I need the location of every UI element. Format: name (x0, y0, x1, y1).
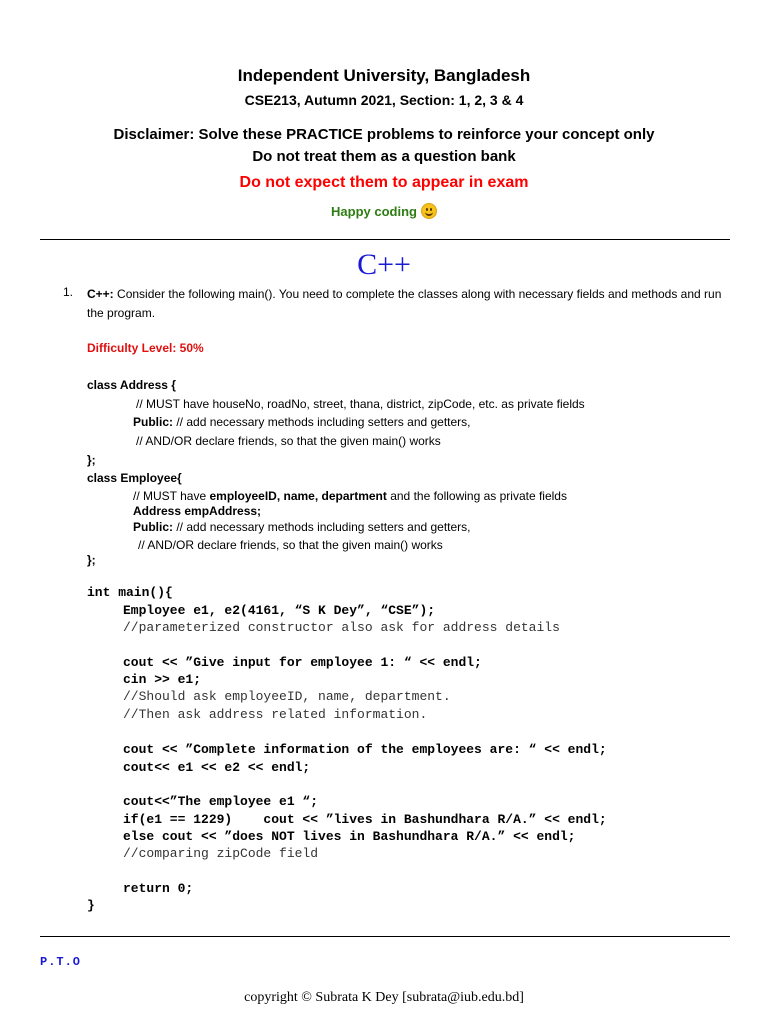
happy-coding-line (0, 203, 768, 219)
public-keyword: Public: (133, 415, 174, 429)
code-line: cout << ”Give input for employee 1: “ << endl; (123, 655, 482, 670)
happy-coding-text: Happy coding (331, 204, 417, 219)
class-employee-open: class Employee{ (87, 471, 182, 485)
code-comment: //Should ask employeeID, name, department. (123, 689, 451, 704)
course-info: CSE213, Autumn 2021, Section: 1, 2, 3 & 4 (244, 92, 524, 108)
class-address-friends: // AND/OR declare friends, so that the given main() works (136, 434, 441, 448)
copyright-footer: copyright © Subrata K Dey [subrata@iub.edu.bd] (244, 990, 524, 1005)
code-line: Employee e1, e2(4161, “S K Dey”, “CSE”); (123, 603, 436, 618)
class-employee-address-field: Address empAddress; (133, 504, 262, 518)
code-line: cout<< e1 << e2 << endl; (123, 760, 311, 775)
question-body: Consider the following main(). You need to complete the classes along with necessary fields and methods and run the program. (87, 287, 722, 320)
class-employee-friends: // AND/OR declare friends, so that the given main() works (138, 538, 443, 552)
class-address-open: class Address { (87, 378, 176, 392)
code-comment: //Then ask address related information. (123, 707, 428, 722)
class-address-close: }; (87, 453, 96, 467)
class-employee-public: Public: // add necessary methods including setters and getters, (133, 520, 471, 534)
question-lead: C++: (87, 287, 114, 301)
code-line: return 0; (123, 881, 194, 896)
top-divider (40, 239, 730, 240)
code-comment: //comparing zipCode field (123, 846, 319, 861)
code-line: cout << ”Complete information of the employees are: “ << endl; (123, 742, 607, 757)
university-title: Independent University, Bangladesh (237, 66, 531, 85)
section-title: C++ (357, 248, 411, 281)
pto-note: P.T.O (40, 955, 82, 969)
code-line: else cout << ”does NOT lives in Bashundhara R/A.” << endl; (123, 829, 576, 844)
difficulty-level: Difficulty Level: 50% (87, 341, 204, 355)
code-line: int main(){ (87, 585, 173, 600)
class-address-public: Public: // add necessary methods including setters and getters, (133, 415, 471, 429)
code-line: if(e1 == 1229) cout << ”lives in Bashundhara R/A.” << endl; (123, 812, 607, 827)
class-address-fields: // MUST have houseNo, roadNo, street, thana, district, zipCode, etc. as private fields (136, 397, 585, 411)
class-employee-close: }; (87, 553, 96, 567)
question-number: 1. (63, 285, 74, 299)
disclaimer-line-2: Do not treat them as a question bank (252, 148, 516, 165)
public-keyword: Public: (133, 520, 174, 534)
smiley-icon (421, 203, 437, 219)
code-line: } (87, 898, 95, 913)
question-text (87, 285, 732, 323)
disclaimer-line-1: Disclaimer: Solve these PRACTICE problems to reinforce your concept only (113, 126, 655, 143)
code-line: cout<<”The employee e1 “; (123, 794, 319, 809)
class-employee-fields: // MUST have employeeID, name, department and the following as private fields (133, 489, 567, 503)
code-comment: //parameterized constructor also ask for address details (123, 620, 560, 635)
exam-warning: Do not expect them to appear in exam (239, 174, 529, 191)
code-line: cin >> e1; (123, 672, 202, 687)
bottom-divider (40, 936, 730, 937)
